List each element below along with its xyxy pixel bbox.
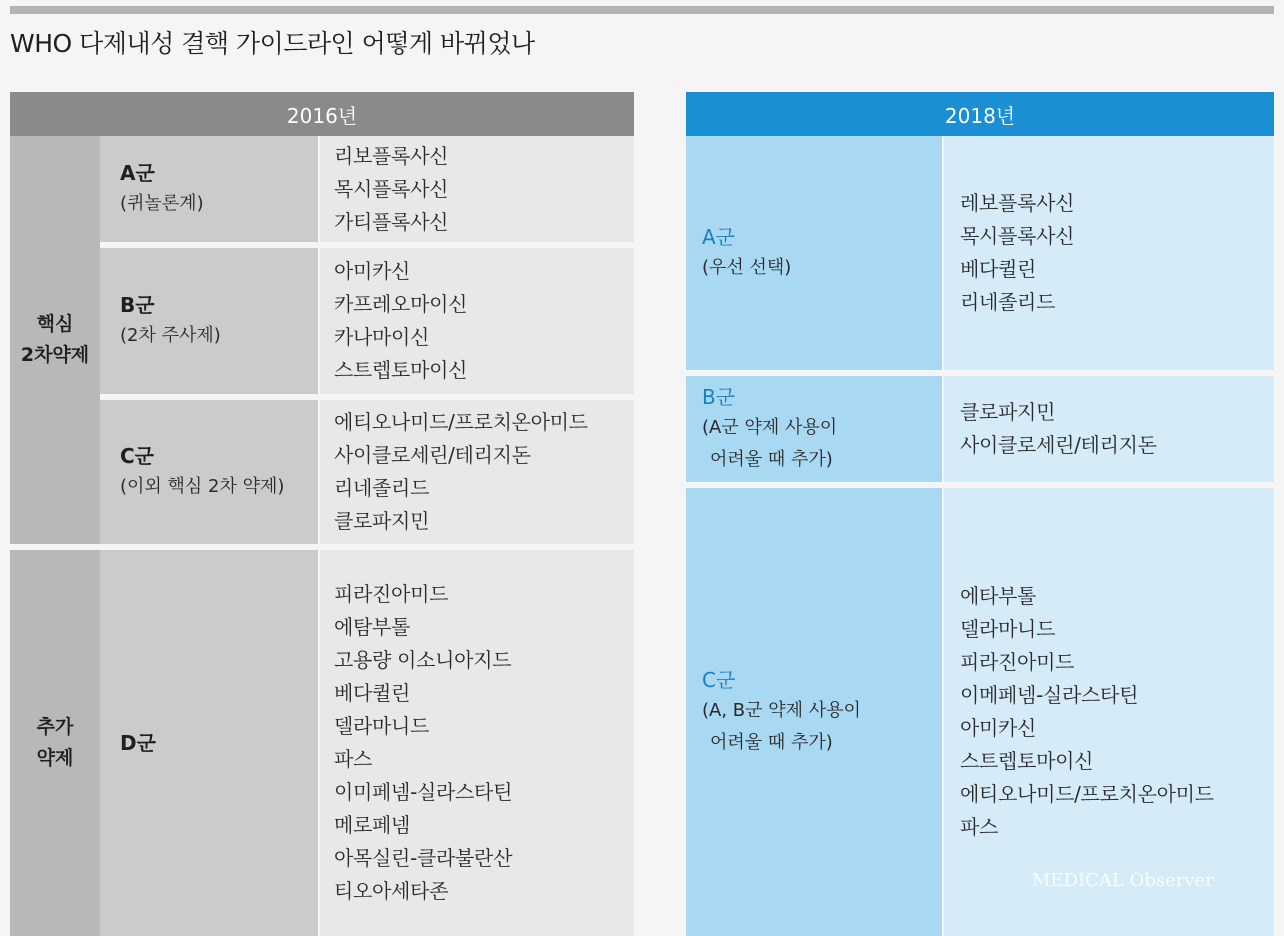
right-group-b-name: B군: [702, 385, 736, 409]
left-group-d: [100, 550, 318, 936]
right-group-c-name: C군: [702, 668, 736, 692]
drug-item: 피라진아미드: [334, 582, 449, 606]
drug-item: 아목실린-클라불란산: [334, 846, 513, 870]
drug-item: 사이클로세린/테리지돈: [334, 443, 531, 467]
watermark: MEDICAL Observer: [1032, 870, 1214, 891]
left-group-c-sub: (이외 핵심 2차 약제): [120, 476, 285, 497]
category-additional: [10, 550, 100, 936]
category-core: [10, 136, 100, 544]
drug-item: 스트렙토마이신: [960, 749, 1094, 773]
drug-item: 베다퀼린: [334, 681, 411, 705]
drug-item: 카나마이신: [334, 325, 430, 349]
left-group-a: [100, 136, 318, 242]
drug-item: 에티오나미드/프로치온아미드: [334, 410, 588, 434]
drug-item: 목시플록사신: [960, 224, 1075, 248]
drug-item: 피라진아미드: [960, 650, 1075, 674]
header-2016: 2016년: [10, 92, 634, 136]
left-group-a-drugs: [320, 136, 634, 242]
left-group-d-drugs: [320, 550, 634, 936]
top-rule: [10, 6, 1274, 14]
drug-item: 리네졸리드: [960, 290, 1056, 314]
right-group-a-drugs: [944, 136, 1274, 370]
drug-item: 레보플록사신: [960, 191, 1075, 215]
right-group-a-name: A군: [702, 225, 736, 249]
drug-item: 이미페넴-실라스타틴: [334, 780, 513, 804]
drug-item: 베다퀼린: [960, 257, 1037, 281]
right-group-b-drugs: [944, 376, 1274, 482]
right-group-c-sub1: (A, B군 약제 사용이: [702, 700, 861, 721]
panel-2018: [686, 92, 1274, 936]
left-group-d-name: D군: [120, 731, 156, 755]
drug-item: 리네졸리드: [334, 476, 430, 500]
drug-item: 파스: [960, 815, 999, 839]
drug-item: 에타부톨: [960, 584, 1037, 608]
right-group-c: [686, 488, 942, 936]
category-core-label: 핵심 2차약제: [20, 313, 90, 366]
right-group-c-sub2: 어려울 때 추가): [710, 732, 833, 753]
drug-item: 티오아세타존: [334, 879, 449, 903]
left-group-a-name: A군: [120, 161, 155, 185]
page-title: WHO 다제내성 결핵 가이드라인 어떻게 바뀌었나: [10, 29, 535, 58]
panel-2016: [10, 92, 634, 936]
drug-item: 가티플록사신: [334, 209, 449, 234]
drug-item: 클로파지민: [960, 400, 1056, 424]
left-group-a-sub: (퀴놀론계): [120, 193, 204, 214]
category-additional-label: 추가 약제: [36, 716, 74, 769]
left-group-b: [100, 248, 318, 394]
drug-item: 델라마니드: [334, 714, 430, 738]
drug-item: 아미카신: [960, 716, 1037, 740]
drug-item: 메로페넴: [334, 813, 411, 837]
left-group-c-drugs: [320, 400, 634, 544]
drug-item: 스트렙토마이신: [334, 358, 468, 382]
right-group-b-sub2: 어려울 때 추가): [710, 449, 833, 470]
drug-item: 아미카신: [334, 259, 411, 283]
drug-item: 카프레오마이신: [334, 292, 468, 316]
drug-item: 에탐부톨: [334, 615, 411, 639]
right-group-a-sub: (우선 선택): [702, 257, 792, 278]
right-group-c-drugs: [944, 488, 1274, 936]
drug-item: 사이클로세린/테리지돈: [960, 433, 1157, 457]
left-group-c: [100, 400, 318, 544]
drug-item: 클로파지민: [334, 509, 430, 533]
header-2018: 2018년: [686, 92, 1274, 136]
left-group-b-drugs: [320, 248, 634, 394]
drug-item: 리보플록사신: [334, 143, 449, 168]
drug-item: 델라마니드: [960, 617, 1056, 641]
drug-item: 목시플록사신: [334, 176, 449, 201]
right-group-b-sub1: (A군 약제 사용이: [702, 417, 838, 438]
right-group-a: [686, 136, 942, 370]
left-group-c-name: C군: [120, 444, 154, 468]
drug-item: 이메페넴-실라스타틴: [960, 683, 1139, 707]
left-group-b-name: B군: [120, 293, 155, 317]
drug-item: 고용량 이소니아지드: [334, 648, 512, 672]
drug-item: 파스: [334, 747, 373, 771]
left-group-b-sub: (2차 주사제): [120, 325, 221, 346]
drug-item: 에티오나미드/프로치온아미드: [960, 782, 1214, 806]
right-group-b: [686, 376, 942, 482]
